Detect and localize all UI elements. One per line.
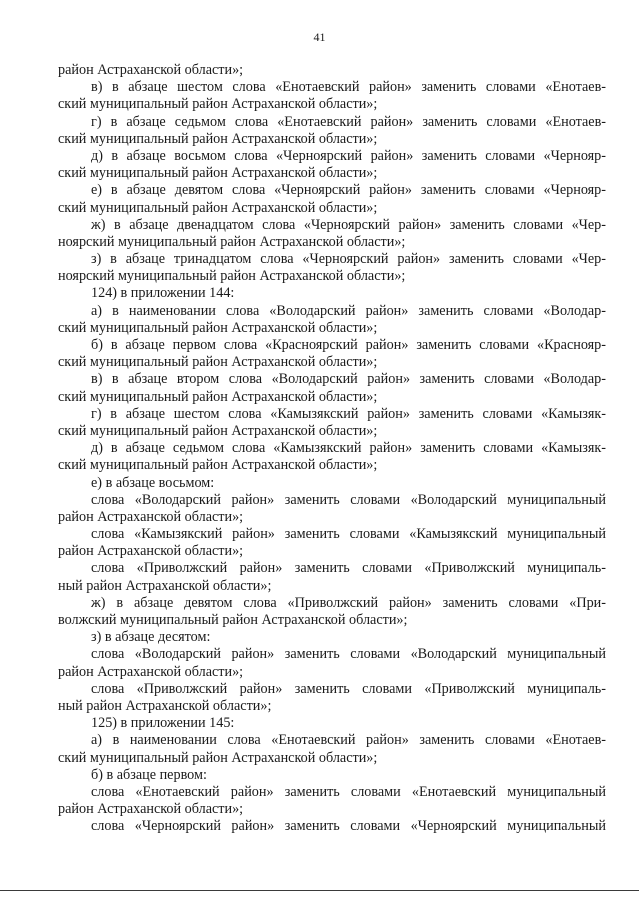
text-line: б) в абзаце первом:: [91, 766, 207, 783]
text-line: ский муниципальный район Астраханской области»;: [58, 422, 378, 439]
text-line: район Астраханской области»;: [58, 543, 244, 560]
text-line: 125) в приложении 145:: [91, 715, 235, 732]
text-line: слова «Черноярский район» заменить словами «Черноярский муниципальный: [91, 818, 606, 835]
text-line: ский муниципальный район Астраханской области»;: [58, 165, 378, 182]
text-line: район Астраханской области»;: [58, 801, 244, 818]
page-number: 41: [313, 30, 326, 44]
text-line: 124) в приложении 144:: [91, 285, 235, 302]
text-line: ный район Астраханской области»;: [58, 697, 272, 714]
text-line: д) в абзаце восьмом слова «Черноярский район» заменить словами «Чернояр-: [91, 147, 606, 164]
text-line: ский муниципальный район Астраханской области»;: [58, 749, 378, 766]
text-line: слова «Володарский район» заменить словами «Володарский муниципальный: [91, 646, 606, 663]
text-line: з) в абзаце тринадцатом слова «Черноярский район» заменить словами «Чер-: [91, 251, 606, 268]
text-line: слова «Енотаевский район» заменить словами «Енотаевский муниципальный: [91, 783, 606, 800]
text-line: в) в абзаце втором слова «Володарский район» заменить словами «Володар-: [91, 371, 606, 388]
text-line: е) в абзаце восьмом:: [91, 474, 215, 491]
text-line: а) в наименовании слова «Енотаевский район» заменить словами «Енотаев-: [91, 732, 606, 749]
text-line: д) в абзаце седьмом слова «Камызякский район» заменить словами «Камызяк-: [91, 440, 606, 457]
text-line: ж) в абзаце девятом слова «Приволжский район» заменить словами «При-: [91, 594, 606, 611]
page-bottom-rule: [0, 890, 639, 891]
text-line: ский муниципальный район Астраханской области»;: [58, 130, 378, 147]
text-line: а) в наименовании слова «Володарский район» заменить словами «Володар-: [91, 302, 606, 319]
text-line: г) в абзаце седьмом слова «Енотаевский район» заменить словами «Енотаев-: [91, 113, 606, 130]
text-line: в) в абзаце шестом слова «Енотаевский район» заменить словами «Енотаев-: [91, 79, 606, 96]
document-body: [58, 62, 606, 835]
text-line: район Астраханской области»;: [58, 62, 244, 78]
text-line: слова «Приволжский район» заменить словами «Приволжский муниципаль-: [91, 560, 606, 577]
text-line: ский муниципальный район Астраханской области»;: [58, 388, 378, 405]
text-line: ж) в абзаце двенадцатом слова «Черноярский район» заменить словами «Чер-: [91, 216, 606, 233]
text-line: слова «Камызякский район» заменить словами «Камызякский муниципальный: [91, 526, 606, 543]
text-line: район Астраханской области»;: [58, 663, 244, 680]
text-line: ский муниципальный район Астраханской области»;: [58, 319, 378, 336]
text-line: е) в абзаце девятом слова «Черноярский район» заменить словами «Чернояр-: [91, 182, 606, 199]
text-line: б) в абзаце первом слова «Красноярский район» заменить словами «Краснояр-: [91, 337, 606, 353]
text-line: ный район Астраханской области»;: [58, 577, 272, 594]
text-line: з) в абзаце десятом:: [91, 629, 211, 646]
text-line: г) в абзаце шестом слова «Камызякский район» заменить словами «Камызяк-: [91, 405, 606, 422]
text-line: ноярский муниципальный район Астраханской области»;: [58, 233, 406, 250]
text-line: слова «Приволжский район» заменить словами «Приволжский муниципаль-: [91, 680, 606, 697]
text-line: ский муниципальный район Астраханской области»;: [58, 199, 378, 216]
text-line: слова «Володарский район» заменить словами «Володарский муниципальный: [91, 491, 606, 508]
text-line: волжский муниципальный район Астраханской области»;: [58, 612, 408, 628]
text-line: ский муниципальный район Астраханской области»;: [58, 96, 378, 113]
text-line: район Астраханской области»;: [58, 508, 244, 525]
text-line: ноярский муниципальный район Астраханской области»;: [58, 268, 406, 285]
text-line: ский муниципальный район Астраханской области»;: [58, 457, 378, 474]
text-line: ский муниципальный район Астраханской области»;: [58, 354, 378, 371]
